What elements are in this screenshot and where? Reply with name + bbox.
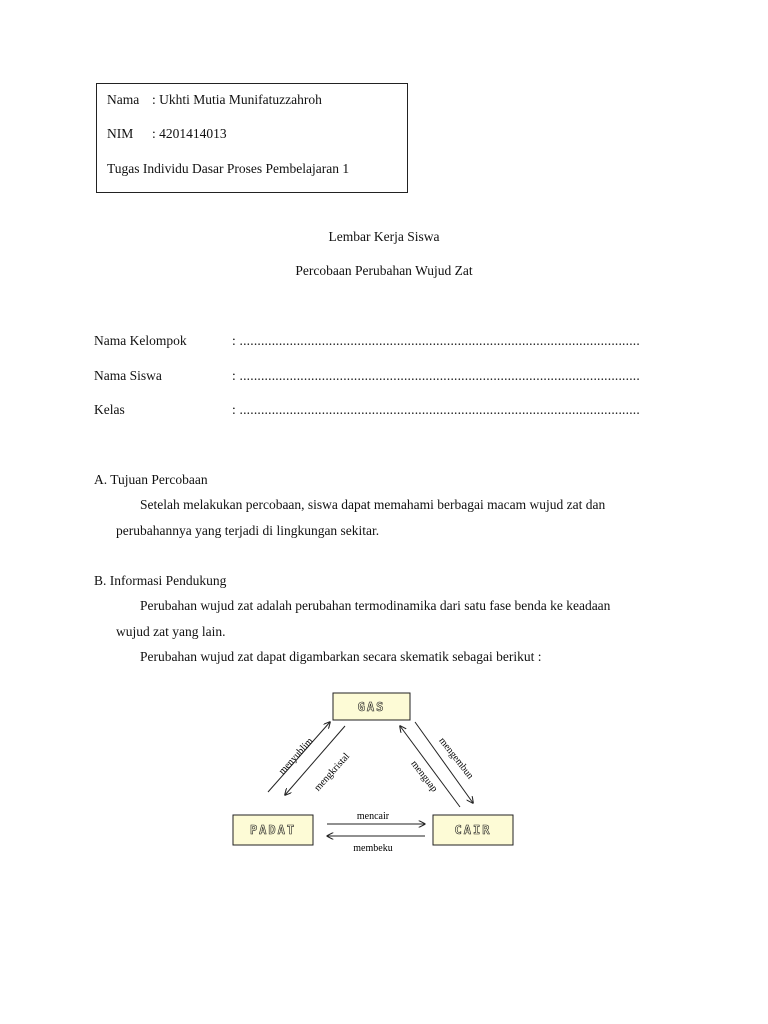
menguap-arrow [400,726,460,807]
cair-label: CAIR [454,823,492,837]
nama-label: Nama [107,92,140,107]
nim-label: NIM [107,126,134,141]
section-b-paragraph1-line1: Perubahan wujud zat adalah perubahan termodinamika dari satu fase benda ke keadaan [140,598,611,613]
padat-label: PADAT [249,823,297,837]
section-a-paragraph-line2: perubahannya yang terjadi di lingkungan sekitar. [116,523,380,538]
section-b-paragraph2: Perubahan wujud zat dapat digambarkan secara skematik sebagai berikut : [140,649,542,664]
field-label-kelas: Kelas [94,402,125,417]
section-b-heading: B. Informasi Pendukung [94,573,227,588]
section-a-paragraph-line1: Setelah melakukan percobaan, siswa dapat memahami berbagai macam wujud zat dan [140,497,606,512]
section-b-paragraph1-line2: wujud zat yang lain. [116,624,226,639]
membeku-label: membeku [353,843,393,854]
worksheet-title: Lembar Kerja Siswa [328,229,440,244]
menyublim-label: menyublim [276,735,316,777]
mencair-label: mencair [356,811,390,822]
nama-value: : Ukhti Mutia Munifatuzzahroh [152,92,322,107]
nim-value: : 4201414013 [152,126,227,141]
field-value-siswa: : ................................................................................................................ [232,368,640,383]
field-value-kelompok: : ................................................................................................................ [232,333,640,348]
field-label-siswa: Nama Siswa [94,368,162,383]
mengkristal-label: mengkristal [312,751,353,794]
field-value-kelas: : ................................................................................................................ [232,402,640,417]
gas-label: GAS [357,700,386,714]
task-title: Tugas Individu Dasar Proses Pembelajaran 1 [107,161,350,176]
section-a-heading: A. Tujuan Percobaan [94,472,208,487]
menguap-label: menguap [408,758,440,795]
mengembun-label: mengembun [436,735,476,782]
field-label-kelompok: Nama Kelompok [94,333,187,348]
experiment-title: Percobaan Perubahan Wujud Zat [295,263,473,278]
